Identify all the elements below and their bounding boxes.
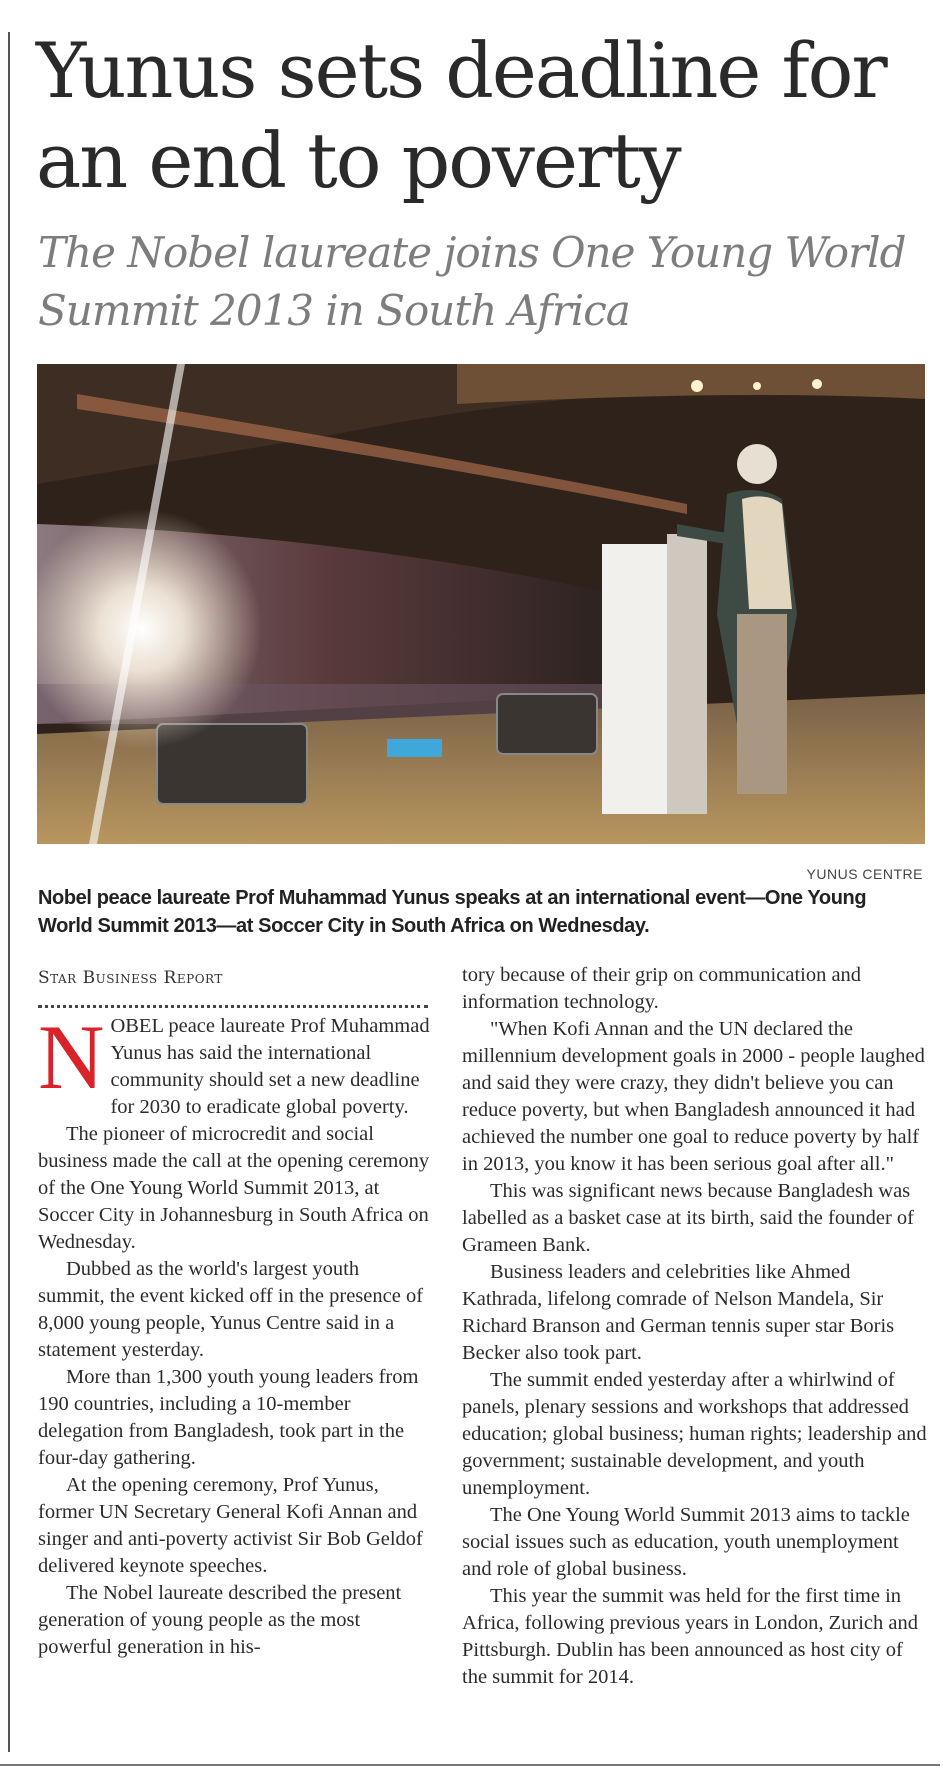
subheadline: The Nobel laureate joins One Young World Summit 2013 in South Africa	[38, 228, 906, 335]
drop-cap: N	[38, 1006, 105, 1108]
article-photo	[37, 364, 925, 844]
paragraph: At the opening ceremony, Prof Yunus, former UN Secretary General Kofi Annan and singer and anti-poverty activist Sir Bob Geldof delivered keynote speeches.	[38, 1474, 423, 1577]
article-column-2	[462, 962, 932, 1691]
paragraph: The One Young World Summit 2013 aims to tackle social issues such as education, youth unemployment and role of global business.	[462, 1504, 910, 1580]
paragraph: This year the summit was held for the first time in Africa, following previous years in London, Zurich and Pittsburgh. Dublin has been announced as host city of the summit for 2014.	[462, 1585, 919, 1688]
paragraph: This was significant news because Bangladesh was labelled as a basket case at its birth, said the founder of Grameen Bank.	[462, 1180, 914, 1256]
photo-caption: Nobel peace laureate Prof Muhammad Yunus speaks at an international event—One Young World Summit 2013—at Soccer City in South Africa on Wednesday.	[38, 887, 867, 937]
paragraph: The pioneer of microcredit and social business made the call at the opening ceremony of the One Young World Summit 2013, at Soccer City in Johannesburg in South Africa on Wednesday.	[38, 1123, 430, 1253]
article-column-1	[38, 1006, 430, 1661]
paragraph: Dubbed as the world's largest youth summit, the event kicked off in the presence of 8,000 young people, Yunus Centre said in a statement yesterday.	[38, 1258, 424, 1361]
paragraph: The summit ended yesterday after a whirlwind of panels, plenary sessions and workshops that addressed education; global business; human rights; leadership and government; sustainable development, and youth unemployment.	[462, 1369, 927, 1499]
bottom-rule	[0, 1764, 940, 1766]
paragraph: Business leaders and celebrities like Ahmed Kathrada, lifelong comrade of Nelson Mandela, Sir Richard Branson and German tennis super star Boris Becker also took part.	[462, 1261, 895, 1364]
lead-paragraph-text: OBEL peace laureate Prof Muhammad Yunus has said the international community should set a new deadline for 2030 to eradicate global poverty.	[110, 1015, 430, 1118]
lead-paragraph	[38, 1006, 430, 1121]
paragraph: "When Kofi Annan and the UN declared the millennium development goals in 2000 - people laughed and said they were crazy, they didn't believe you can reduce poverty, but when Bangladesh announced it had achieved the number one goal to reduce poverty by half in 2013, you know it has been serious goal after all."	[462, 1018, 925, 1175]
headline: Yunus sets deadline for an end to poverty	[36, 26, 886, 205]
paragraph: More than 1,300 youth young leaders from 190 countries, including a 10-member delegation from Bangladesh, took part in the four-day gathering.	[38, 1366, 419, 1469]
continued-paragraph: tory because of their grip on communication and information technology.	[462, 964, 862, 1013]
byline: Star Business Report	[38, 968, 223, 988]
paragraph: The Nobel laureate described the present generation of young people as the most powerful generation in his-	[38, 1582, 402, 1658]
left-column-rule	[8, 32, 10, 1752]
photo-credit: YUNUS CENTRE	[806, 866, 923, 882]
